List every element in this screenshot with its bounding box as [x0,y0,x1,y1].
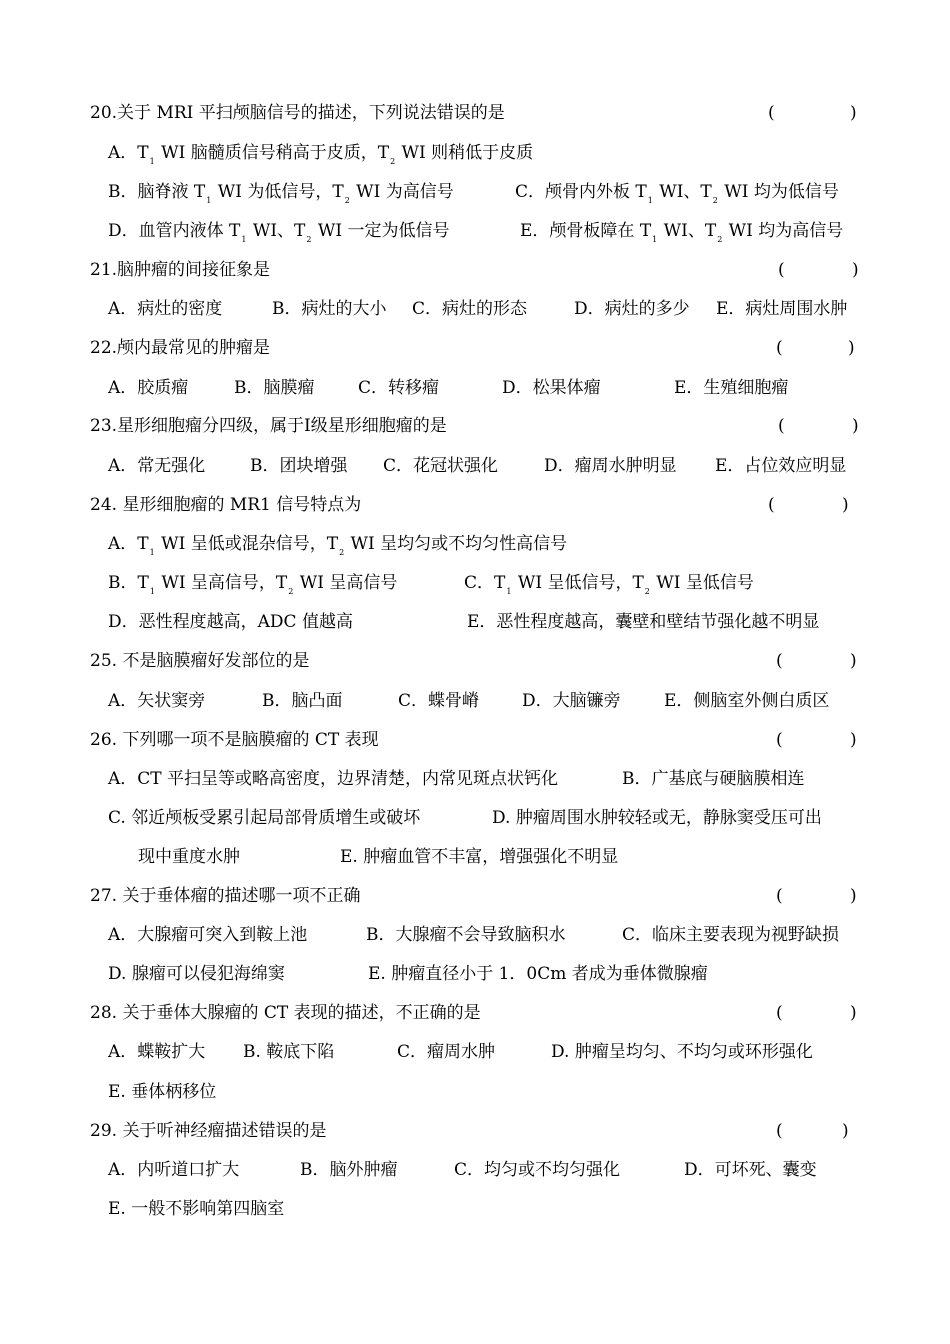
answer-paren-open: ( [768,495,775,515]
answer-paren-open: ( [776,886,783,906]
option-d: D. 腺瘤可以侵犯海绵窦 [108,964,285,984]
answer-paren-close: ) [842,495,849,515]
option-d: D．病灶的多少 [574,299,690,319]
answer-paren-open: ( [776,1121,783,1141]
option-row [0,1040,950,1064]
question-20 [0,101,950,125]
option-e: E．恶性程度越高，囊壁和壁结节强化越不明显 [467,612,820,632]
option-row [0,376,950,400]
option-row [0,1158,950,1182]
option-row [0,806,950,830]
option-e: E．颅骨板障在 $T_1$ WI、$T_2$ WI 均为高信号 [520,221,844,244]
option-b: B．脑膜瘤 [234,378,315,398]
option-d: D．血管内液体 $T_1$ WI、$T_2$ WI 一定为低信号 [108,221,450,244]
option-b: B．$T_1$ WI 呈高信号，$T_2$ WI 呈高信号 [108,573,398,596]
option-row [0,571,950,595]
answer-paren-close: ) [850,886,857,906]
answer-paren-close: ) [850,1003,857,1023]
answer-paren-close: ) [842,1121,849,1141]
answer-paren-open: ( [776,730,783,750]
question-28 [0,1001,950,1025]
option-row [0,767,950,791]
answer-paren-close: ) [852,260,859,280]
answer-paren-close: ) [852,416,859,436]
option-row [0,219,950,243]
option-e: E．生殖细胞瘤 [674,378,789,398]
option-b: B．脑脊液 $T_1$ WI 为低信号，$T_2$ WI 为高信号 [108,182,454,205]
option-c: C．瘤周水肿 [397,1042,496,1062]
question-26 [0,728,950,752]
answer-paren-open: ( [776,651,783,671]
answer-paren-close: ) [850,103,857,123]
option-d: D．松果体瘤 [502,378,601,398]
option-a: A．内听道口扩大 [108,1160,240,1180]
answer-paren-open: ( [778,416,785,436]
option-a: A．$T_1$ WI 脑髓质信号稍高于皮质，$T_2$ WI 则稍低于皮质 [108,143,534,166]
option-c: C．$T_1$ WI 呈低信号，$T_2$ WI 呈低信号 [464,573,754,596]
option-a: A．蝶鞍扩大 [108,1042,206,1062]
option-d: D．恶性程度越高，ADC 值越高 [108,612,353,632]
option-b: B．团块增强 [250,456,348,476]
answer-paren-open: ( [776,338,783,358]
option-d: D. 肿瘤呈均匀、不均匀或环形强化 [551,1042,813,1062]
question-21 [0,258,950,282]
option-a: A．大腺瘤可突入到鞍上池 [108,925,308,945]
option-a: A．病灶的密度 [108,299,223,319]
option-b: B．大腺瘤不会导致脑积水 [366,925,566,945]
option-a: A．$T_1$ WI 呈低或混杂信号，$T_2$ WI 呈均匀或不均匀性高信号 [108,534,568,557]
option-row [0,297,950,321]
option-c: C．病灶的形态 [412,299,528,319]
question-stem: 22.颅内最常见的肿瘤是 [90,338,271,358]
option-a: A．胶质瘤 [108,378,189,398]
question-stem: 29. 关于听神经瘤描述错误的是 [90,1121,327,1141]
option-d: D．瘤周水肿明显 [544,456,677,476]
option-row [0,180,950,204]
option-c: C．临床主要表现为视野缺损 [622,925,840,945]
question-stem: 27. 关于垂体瘤的描述哪一项不正确 [90,886,361,906]
question-stem: 20.关于 MRI 平扫颅脑信号的描述，下列说法错误的是 [90,103,505,123]
option-e: E．占位效应明显 [715,456,847,476]
option-b: B．脑外肿瘤 [300,1160,398,1180]
option-row [0,1197,950,1221]
option-row [0,610,950,634]
question-29 [0,1119,950,1143]
option-d: D．可坏死、囊变 [684,1160,817,1180]
question-22 [0,336,950,360]
question-stem: 25. 不是脑膜瘤好发部位的是 [90,651,310,671]
answer-paren-close: ) [850,651,857,671]
option-c: C．花冠状强化 [383,456,499,476]
option-c: C．转移瘤 [358,378,440,398]
question-27 [0,884,950,908]
option-d-continued: 现中重度水肿 [138,847,240,867]
option-row [0,454,950,478]
question-25 [0,649,950,673]
option-row [0,532,950,556]
option-row [0,1080,950,1104]
option-row [0,923,950,947]
question-stem: 28. 关于垂体大腺瘤的 CT 表现的描述，不正确的是 [90,1003,481,1023]
answer-paren-open: ( [778,260,785,280]
option-e: E. 垂体柄移位 [108,1082,217,1102]
option-row [0,845,950,869]
option-c: C. 邻近颅板受累引起局部骨质增生或破坏 [108,808,421,828]
answer-paren-close: ) [848,338,855,358]
option-a: A．CT 平扫呈等或略高密度，边界清楚，内常见斑点状钙化 [108,769,559,789]
question-stem: 23.星形细胞瘤分四级，属于Ⅰ级星形细胞瘤的是 [90,416,447,436]
answer-paren-open: ( [776,1003,783,1023]
option-d: D. 肿瘤周围水肿较轻或无，静脉窦受压可出 [492,808,822,828]
option-row [0,962,950,986]
question-stem: 26. 下列哪一项不是脑膜瘤的 CT 表现 [90,730,379,750]
option-e: E. 肿瘤直径小于 1．0Cm 者成为垂体微腺瘤 [368,964,708,984]
question-23 [0,414,950,438]
question-stem: 24. 星形细胞瘤的 MR1 信号特点为 [90,495,362,515]
answer-paren-close: ) [850,730,857,750]
answer-paren-open: ( [768,103,775,123]
option-e: E．病灶周围水肿 [716,299,848,319]
option-b: B．病灶的大小 [272,299,387,319]
option-e: E. 一般不影响第四脑室 [108,1199,285,1219]
option-c: C．颅骨内外板 $T_1$ WI、$T_2$ WI 均为低信号 [515,182,839,205]
option-b: B．广基底与硬脑膜相连 [622,769,805,789]
option-e: E. 肿瘤血管不丰富，增强强化不明显 [340,847,619,867]
option-c: C．均匀或不均匀强化 [454,1160,621,1180]
option-row [0,689,950,713]
option-a: A．常无强化 [108,456,206,476]
option-a: A．矢状窦旁 [108,691,206,711]
option-b: B. 鞍底下陷 [243,1042,335,1062]
option-row [0,141,950,165]
question-24 [0,493,950,517]
option-c: C．蝶骨嵴 [398,691,480,711]
question-stem: 21.脑肿瘤的间接征象是 [90,260,271,280]
option-d: D．大脑镰旁 [522,691,621,711]
option-b: B．脑凸面 [262,691,343,711]
option-e: E．侧脑室外侧白质区 [664,691,830,711]
